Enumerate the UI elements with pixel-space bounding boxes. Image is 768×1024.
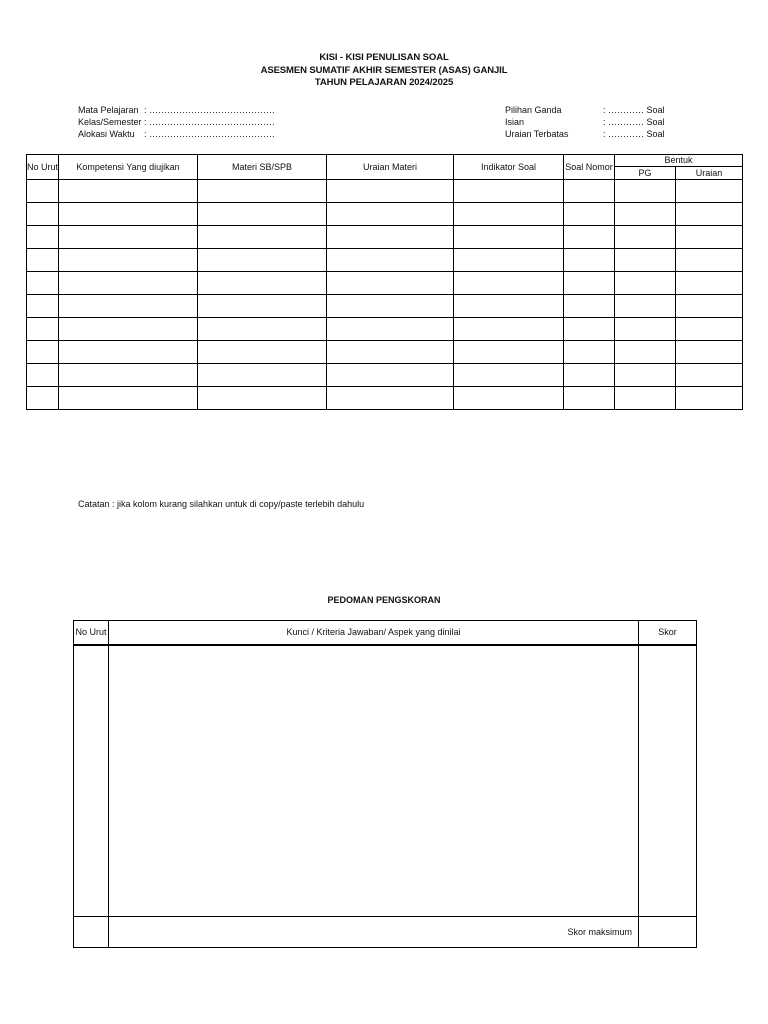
table-cell[interactable] — [676, 249, 743, 272]
col-header-uraian-materi: Uraian Materi — [327, 155, 454, 180]
table-cell[interactable] — [198, 387, 327, 410]
table-cell[interactable] — [198, 341, 327, 364]
info-label: Alokasi Waktu — [78, 129, 135, 139]
table-cell[interactable] — [59, 318, 198, 341]
info-row-uraian-terbatas — [505, 128, 665, 140]
table-cell[interactable] — [615, 249, 676, 272]
info-value: : ………… Soal — [603, 117, 665, 127]
table-cell[interactable] — [564, 318, 615, 341]
pedoman-table — [73, 620, 697, 948]
table-row — [27, 249, 743, 272]
kisi-table — [26, 154, 743, 410]
table-cell[interactable] — [564, 226, 615, 249]
col-header-kompetensi: Kompetensi Yang diujikan — [59, 155, 198, 180]
table-cell[interactable] — [676, 318, 743, 341]
info-row-kelas-semester — [78, 116, 275, 128]
table-cell[interactable] — [327, 249, 454, 272]
table-row — [27, 203, 743, 226]
info-label: Uraian Terbatas — [505, 129, 569, 139]
table-cell[interactable] — [454, 249, 564, 272]
table-cell[interactable] — [327, 364, 454, 387]
info-value: : …………………………………… — [144, 117, 276, 127]
table-cell[interactable] — [454, 387, 564, 410]
table-cell[interactable] — [564, 364, 615, 387]
info-row-alokasi-waktu — [78, 128, 275, 140]
table-row — [27, 295, 743, 318]
table-cell[interactable] — [676, 226, 743, 249]
table-cell[interactable] — [564, 295, 615, 318]
info-value: : …………………………………… — [144, 129, 276, 139]
table-cell[interactable] — [59, 226, 198, 249]
table-cell[interactable] — [27, 226, 59, 249]
table-cell[interactable] — [454, 272, 564, 295]
table-cell[interactable] — [198, 295, 327, 318]
info-value: : …………………………………… — [144, 105, 276, 115]
col-header-kunci: Kunci / Kriteria Jawaban/ Aspek yang dinilai — [109, 621, 639, 646]
table-cell[interactable] — [27, 295, 59, 318]
subject-info — [78, 104, 275, 140]
info-label: Pilihan Ganda — [505, 105, 562, 115]
table-cell[interactable] — [59, 203, 198, 226]
table-cell[interactable] — [676, 295, 743, 318]
table-cell[interactable] — [564, 341, 615, 364]
table-cell[interactable] — [615, 364, 676, 387]
table-cell[interactable] — [564, 180, 615, 203]
table-cell[interactable] — [198, 364, 327, 387]
table-cell[interactable] — [27, 341, 59, 364]
table-cell[interactable] — [327, 295, 454, 318]
table-cell[interactable] — [454, 318, 564, 341]
skor-maksimum-value[interactable] — [639, 917, 697, 948]
table-cell[interactable] — [676, 203, 743, 226]
table-cell[interactable] — [198, 180, 327, 203]
table-cell[interactable] — [454, 226, 564, 249]
table-cell[interactable] — [27, 203, 59, 226]
table-row — [27, 387, 743, 410]
info-row-pilihan-ganda — [505, 104, 665, 116]
table-cell[interactable] — [27, 387, 59, 410]
table-cell[interactable] — [676, 364, 743, 387]
table-cell[interactable] — [27, 318, 59, 341]
skor-maksimum-label: Skor maksimum — [109, 917, 639, 948]
col-header-no-urut: No Urut — [27, 155, 59, 180]
info-row-mata-pelajaran — [78, 104, 275, 116]
info-label: Kelas/Semester — [78, 117, 142, 127]
table-cell[interactable] — [327, 272, 454, 295]
kisi-table-body — [27, 180, 743, 410]
table-cell[interactable] — [59, 341, 198, 364]
pedoman-title: PEDOMAN PENGSKORAN — [327, 595, 441, 605]
table-row — [27, 318, 743, 341]
table-cell[interactable] — [615, 180, 676, 203]
table-cell[interactable] — [564, 272, 615, 295]
table-cell[interactable] — [639, 645, 697, 917]
table-row — [27, 226, 743, 249]
document-subtitle: ASESMEN SUMATIF AKHIR SEMESTER (ASAS) GANJIL — [260, 64, 508, 76]
table-cell[interactable] — [615, 318, 676, 341]
table-cell[interactable] — [59, 295, 198, 318]
table-cell[interactable] — [454, 364, 564, 387]
table-cell[interactable] — [615, 295, 676, 318]
table-cell[interactable] — [198, 249, 327, 272]
info-label: Mata Pelajaran — [78, 105, 139, 115]
note-text: Catatan : jika kolom kurang silahkan untuk di copy/paste terlebih dahulu — [78, 499, 365, 509]
info-row-isian — [505, 116, 665, 128]
table-cell[interactable] — [676, 180, 743, 203]
table-row — [27, 272, 743, 295]
question-count-info — [505, 104, 665, 140]
table-cell[interactable] — [564, 249, 615, 272]
table-cell[interactable] — [59, 272, 198, 295]
table-cell[interactable] — [327, 318, 454, 341]
col-header-indikator: Indikator Soal — [454, 155, 564, 180]
table-cell[interactable] — [27, 249, 59, 272]
table-cell[interactable] — [327, 387, 454, 410]
table-cell[interactable] — [454, 203, 564, 226]
col-header-skor: Skor — [639, 621, 697, 646]
table-cell[interactable] — [198, 272, 327, 295]
table-cell[interactable] — [27, 180, 59, 203]
table-cell[interactable] — [59, 249, 198, 272]
table-cell[interactable] — [454, 295, 564, 318]
info-label: Isian — [505, 117, 525, 127]
table-cell[interactable] — [327, 226, 454, 249]
info-value: : ………… Soal — [603, 105, 665, 115]
col-header-soal-nomor: Soal Nomor — [564, 155, 615, 180]
col-header-uraian: Uraian — [676, 167, 743, 180]
table-cell[interactable] — [109, 645, 639, 917]
table-row — [27, 180, 743, 203]
table-cell[interactable] — [564, 387, 615, 410]
table-cell[interactable] — [615, 272, 676, 295]
table-cell[interactable] — [59, 387, 198, 410]
table-cell[interactable] — [59, 364, 198, 387]
table-cell[interactable] — [74, 917, 109, 948]
table-cell[interactable] — [198, 203, 327, 226]
academic-year: TAHUN PELAJARAN 2024/2025 — [314, 77, 454, 88]
document-header — [0, 52, 768, 90]
col-header-materi: Materi SB/SPB — [198, 155, 327, 180]
table-cell[interactable] — [615, 203, 676, 226]
table-cell[interactable] — [454, 180, 564, 203]
table-cell[interactable] — [676, 341, 743, 364]
table-cell[interactable] — [27, 364, 59, 387]
table-cell[interactable] — [27, 272, 59, 295]
col-header-pg: PG — [615, 167, 676, 180]
table-footer-row — [74, 917, 697, 948]
table-cell[interactable] — [615, 226, 676, 249]
table-cell[interactable] — [615, 341, 676, 364]
table-cell[interactable] — [454, 341, 564, 364]
table-cell[interactable] — [676, 272, 743, 295]
col-header-bentuk: Bentuk — [615, 155, 743, 167]
table-cell[interactable] — [676, 387, 743, 410]
col-header-no-urut: No Urut — [74, 621, 109, 646]
table-cell[interactable] — [198, 226, 327, 249]
table-cell[interactable] — [327, 203, 454, 226]
info-value: : ………… Soal — [603, 129, 665, 139]
table-cell[interactable] — [59, 180, 198, 203]
table-cell[interactable] — [564, 203, 615, 226]
table-cell[interactable] — [198, 318, 327, 341]
table-cell[interactable] — [615, 387, 676, 410]
table-cell[interactable] — [74, 645, 109, 917]
table-cell[interactable] — [327, 341, 454, 364]
table-row — [27, 364, 743, 387]
table-row — [74, 645, 697, 917]
document-title: KISI - KISI PENULISAN SOAL — [319, 52, 449, 63]
table-cell[interactable] — [327, 180, 454, 203]
table-row — [27, 341, 743, 364]
